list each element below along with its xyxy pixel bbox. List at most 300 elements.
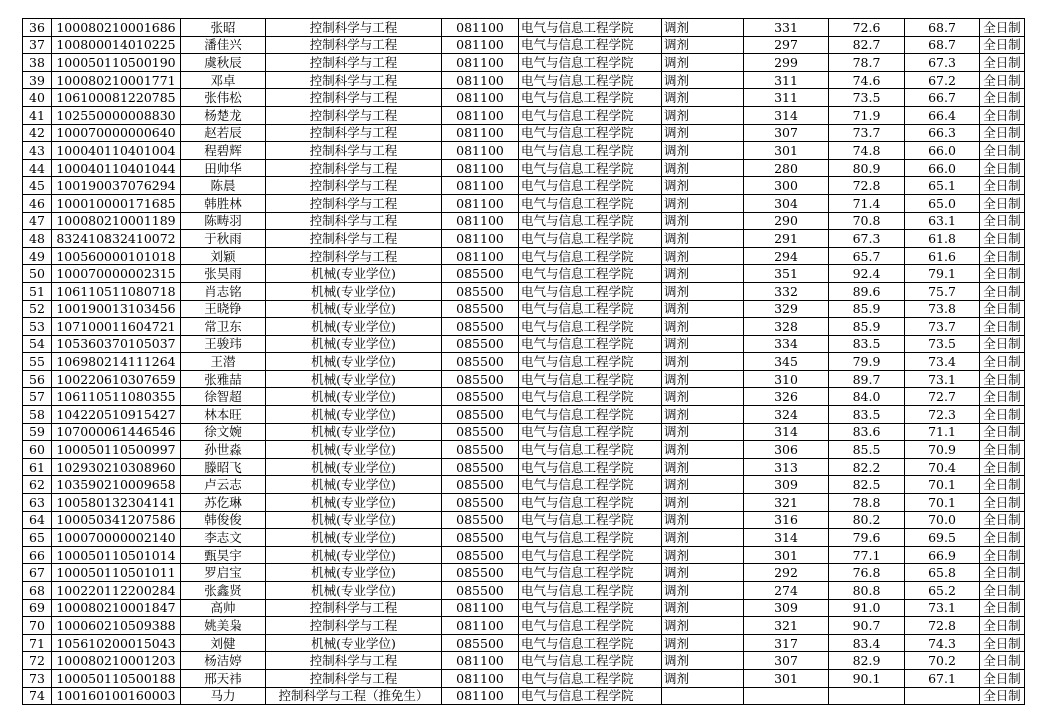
cell-study-mode: 全日制: [980, 194, 1025, 212]
cell-admission-type: 调剂: [662, 652, 744, 670]
cell-prelim-score: 307: [744, 124, 829, 142]
cell-college: 电气与信息工程学院: [519, 212, 662, 230]
cell-major: 机械(专业学位): [266, 441, 442, 459]
cell-seq-no: 66: [23, 546, 52, 564]
cell-major-code: 085500: [442, 370, 519, 388]
cell-major-code: 085500: [442, 318, 519, 336]
cell-exam-id: 100070000002315: [52, 265, 181, 283]
cell-study-mode: 全日制: [980, 529, 1025, 547]
cell-name: 王潜: [181, 353, 266, 371]
cell-name: 徐文婉: [181, 423, 266, 441]
cell-study-mode: 全日制: [980, 54, 1025, 72]
cell-total-score: 69.5: [905, 529, 980, 547]
cell-prelim-score: 304: [744, 194, 829, 212]
cell-study-mode: 全日制: [980, 300, 1025, 318]
cell-exam-id: 100050110501011: [52, 564, 181, 582]
cell-study-mode: 全日制: [980, 511, 1025, 529]
cell-major: 控制科学与工程: [266, 89, 442, 107]
table-row: [23, 599, 1025, 617]
cell-admission-type: 调剂: [662, 300, 744, 318]
cell-major: 机械(专业学位): [266, 335, 442, 353]
cell-college: 电气与信息工程学院: [519, 599, 662, 617]
cell-total-score: 68.7: [905, 36, 980, 54]
cell-major-code: 081100: [442, 54, 519, 72]
cell-retest-score: 80.8: [829, 582, 905, 600]
cell-college: 电气与信息工程学院: [519, 353, 662, 371]
cell-college: 电气与信息工程学院: [519, 634, 662, 652]
cell-name: 马力: [181, 687, 266, 705]
cell-total-score: 73.4: [905, 353, 980, 371]
cell-exam-id: 100800014010225: [52, 36, 181, 54]
cell-retest-score: [829, 687, 905, 705]
cell-exam-id: 105610200015043: [52, 634, 181, 652]
cell-admission-type: 调剂: [662, 476, 744, 494]
cell-total-score: 65.2: [905, 582, 980, 600]
cell-seq-no: 53: [23, 318, 52, 336]
cell-retest-score: 90.7: [829, 617, 905, 635]
cell-name: 邢天祎: [181, 669, 266, 687]
cell-seq-no: 61: [23, 458, 52, 476]
cell-total-score: 70.9: [905, 441, 980, 459]
cell-admission-type: 调剂: [662, 634, 744, 652]
cell-name: 苏仡琳: [181, 494, 266, 512]
cell-study-mode: 全日制: [980, 423, 1025, 441]
cell-exam-id: 100060210509388: [52, 617, 181, 635]
cell-major-code: 081100: [442, 194, 519, 212]
cell-name: 高帅: [181, 599, 266, 617]
cell-college: 电气与信息工程学院: [519, 247, 662, 265]
cell-major-code: 085500: [442, 300, 519, 318]
cell-prelim-score: 324: [744, 406, 829, 424]
cell-retest-score: 74.8: [829, 142, 905, 160]
cell-retest-score: 70.8: [829, 212, 905, 230]
cell-total-score: 66.0: [905, 159, 980, 177]
cell-college: 电气与信息工程学院: [519, 335, 662, 353]
cell-major-code: 081100: [442, 247, 519, 265]
cell-major: 机械(专业学位): [266, 529, 442, 547]
cell-major: 机械(专业学位): [266, 546, 442, 564]
cell-name: 王晓铮: [181, 300, 266, 318]
cell-exam-id: 106110511080355: [52, 388, 181, 406]
cell-major-code: 085500: [442, 406, 519, 424]
cell-major: 机械(专业学位): [266, 406, 442, 424]
cell-admission-type: 调剂: [662, 159, 744, 177]
cell-major-code: 081100: [442, 71, 519, 89]
table-row: [23, 546, 1025, 564]
cell-study-mode: 全日制: [980, 318, 1025, 336]
cell-major-code: 085500: [442, 441, 519, 459]
cell-exam-id: 100190013103456: [52, 300, 181, 318]
cell-major-code: 085500: [442, 546, 519, 564]
cell-prelim-score: 345: [744, 353, 829, 371]
cell-college: 电气与信息工程学院: [519, 265, 662, 283]
cell-admission-type: 调剂: [662, 511, 744, 529]
cell-admission-type: 调剂: [662, 106, 744, 124]
cell-name: 潘佳兴: [181, 36, 266, 54]
cell-major: 机械(专业学位): [266, 582, 442, 600]
cell-major: 机械(专业学位): [266, 388, 442, 406]
table-row: [23, 300, 1025, 318]
table-row: [23, 476, 1025, 494]
cell-admission-type: 调剂: [662, 212, 744, 230]
cell-college: 电气与信息工程学院: [519, 546, 662, 564]
cell-major-code: 081100: [442, 36, 519, 54]
table-row: [23, 582, 1025, 600]
cell-admission-type: 调剂: [662, 247, 744, 265]
cell-exam-id: 100080210001686: [52, 19, 181, 37]
cell-retest-score: 82.7: [829, 36, 905, 54]
cell-study-mode: 全日制: [980, 458, 1025, 476]
cell-seq-no: 56: [23, 370, 52, 388]
cell-major: 控制科学与工程: [266, 230, 442, 248]
table-row: [23, 89, 1025, 107]
cell-total-score: 73.1: [905, 370, 980, 388]
cell-prelim-score: 294: [744, 247, 829, 265]
cell-college: 电气与信息工程学院: [519, 406, 662, 424]
cell-seq-no: 37: [23, 36, 52, 54]
cell-prelim-score: 321: [744, 617, 829, 635]
cell-total-score: 66.4: [905, 106, 980, 124]
cell-retest-score: 84.0: [829, 388, 905, 406]
table-row: [23, 353, 1025, 371]
cell-admission-type: 调剂: [662, 458, 744, 476]
cell-major: 控制科学与工程: [266, 106, 442, 124]
cell-retest-score: 65.7: [829, 247, 905, 265]
cell-seq-no: 46: [23, 194, 52, 212]
cell-major-code: 081100: [442, 19, 519, 37]
cell-total-score: [905, 687, 980, 705]
cell-total-score: 70.1: [905, 476, 980, 494]
table-row: [23, 406, 1025, 424]
cell-seq-no: 44: [23, 159, 52, 177]
cell-seq-no: 72: [23, 652, 52, 670]
table-row: [23, 318, 1025, 336]
cell-name: 张伟松: [181, 89, 266, 107]
admission-list-table: [22, 18, 1025, 705]
cell-retest-score: 79.6: [829, 529, 905, 547]
cell-exam-id: 100580132304141: [52, 494, 181, 512]
table-row: [23, 458, 1025, 476]
cell-admission-type: 调剂: [662, 177, 744, 195]
cell-name: 邓卓: [181, 71, 266, 89]
cell-exam-id: 100220112200284: [52, 582, 181, 600]
cell-major: 控制科学与工程: [266, 36, 442, 54]
cell-exam-id: 100080210001189: [52, 212, 181, 230]
cell-name: 李志文: [181, 529, 266, 547]
cell-major: 控制科学与工程: [266, 142, 442, 160]
cell-exam-id: 107000061446546: [52, 423, 181, 441]
cell-major: 控制科学与工程: [266, 617, 442, 635]
cell-retest-score: 85.9: [829, 318, 905, 336]
cell-retest-score: 90.1: [829, 669, 905, 687]
cell-college: 电气与信息工程学院: [519, 194, 662, 212]
table-row: [23, 106, 1025, 124]
cell-name: 程碧辉: [181, 142, 266, 160]
cell-seq-no: 49: [23, 247, 52, 265]
table-row: [23, 36, 1025, 54]
cell-study-mode: 全日制: [980, 494, 1025, 512]
cell-total-score: 72.3: [905, 406, 980, 424]
cell-study-mode: 全日制: [980, 106, 1025, 124]
cell-prelim-score: 306: [744, 441, 829, 459]
cell-prelim-score: 310: [744, 370, 829, 388]
cell-prelim-score: 309: [744, 476, 829, 494]
cell-study-mode: 全日制: [980, 19, 1025, 37]
cell-prelim-score: 297: [744, 36, 829, 54]
cell-exam-id: 100080210001847: [52, 599, 181, 617]
cell-major-code: 085500: [442, 388, 519, 406]
cell-total-score: 73.7: [905, 318, 980, 336]
cell-exam-id: 100050110501014: [52, 546, 181, 564]
cell-major: 控制科学与工程: [266, 19, 442, 37]
cell-major: 控制科学与工程: [266, 177, 442, 195]
cell-name: 常卫东: [181, 318, 266, 336]
cell-college: 电气与信息工程学院: [519, 300, 662, 318]
table-row: [23, 177, 1025, 195]
cell-admission-type: 调剂: [662, 142, 744, 160]
cell-seq-no: 73: [23, 669, 52, 687]
cell-study-mode: 全日制: [980, 36, 1025, 54]
cell-study-mode: 全日制: [980, 652, 1025, 670]
cell-major: 机械(专业学位): [266, 511, 442, 529]
cell-major-code: 085500: [442, 353, 519, 371]
cell-college: 电气与信息工程学院: [519, 476, 662, 494]
cell-admission-type: 调剂: [662, 282, 744, 300]
cell-prelim-score: 317: [744, 634, 829, 652]
cell-seq-no: 58: [23, 406, 52, 424]
table-row: [23, 194, 1025, 212]
cell-total-score: 67.1: [905, 669, 980, 687]
cell-seq-no: 51: [23, 282, 52, 300]
cell-admission-type: 调剂: [662, 529, 744, 547]
cell-name: 卢云志: [181, 476, 266, 494]
cell-admission-type: 调剂: [662, 124, 744, 142]
cell-study-mode: 全日制: [980, 634, 1025, 652]
cell-name: 孙世淼: [181, 441, 266, 459]
cell-college: 电气与信息工程学院: [519, 458, 662, 476]
table-row: [23, 423, 1025, 441]
cell-seq-no: 54: [23, 335, 52, 353]
cell-seq-no: 63: [23, 494, 52, 512]
cell-prelim-score: 309: [744, 599, 829, 617]
cell-retest-score: 79.9: [829, 353, 905, 371]
cell-major-code: 085500: [442, 564, 519, 582]
cell-study-mode: 全日制: [980, 441, 1025, 459]
cell-study-mode: 全日制: [980, 582, 1025, 600]
cell-retest-score: 91.0: [829, 599, 905, 617]
cell-seq-no: 65: [23, 529, 52, 547]
cell-prelim-score: 332: [744, 282, 829, 300]
cell-major-code: 081100: [442, 599, 519, 617]
cell-name: 陈畴羽: [181, 212, 266, 230]
cell-total-score: 70.4: [905, 458, 980, 476]
cell-seq-no: 48: [23, 230, 52, 248]
table-row: [23, 388, 1025, 406]
cell-total-score: 67.3: [905, 54, 980, 72]
cell-total-score: 72.7: [905, 388, 980, 406]
cell-name: 田帅华: [181, 159, 266, 177]
cell-major-code: 085500: [442, 582, 519, 600]
cell-major-code: 081100: [442, 142, 519, 160]
cell-college: 电气与信息工程学院: [519, 370, 662, 388]
cell-prelim-score: 314: [744, 529, 829, 547]
cell-seq-no: 42: [23, 124, 52, 142]
cell-exam-id: 832410832410072: [52, 230, 181, 248]
cell-admission-type: 调剂: [662, 230, 744, 248]
cell-seq-no: 68: [23, 582, 52, 600]
cell-admission-type: 调剂: [662, 546, 744, 564]
cell-name: 刘健: [181, 634, 266, 652]
cell-admission-type: 调剂: [662, 89, 744, 107]
cell-study-mode: 全日制: [980, 282, 1025, 300]
cell-prelim-score: 351: [744, 265, 829, 283]
cell-retest-score: 77.1: [829, 546, 905, 564]
cell-exam-id: 100560000101018: [52, 247, 181, 265]
cell-admission-type: 调剂: [662, 353, 744, 371]
cell-total-score: 65.1: [905, 177, 980, 195]
cell-study-mode: 全日制: [980, 564, 1025, 582]
cell-exam-id: 106100081220785: [52, 89, 181, 107]
cell-major: 机械(专业学位): [266, 494, 442, 512]
cell-study-mode: 全日制: [980, 247, 1025, 265]
cell-retest-score: 89.6: [829, 282, 905, 300]
cell-prelim-score: 291: [744, 230, 829, 248]
cell-prelim-score: 301: [744, 669, 829, 687]
cell-prelim-score: 307: [744, 652, 829, 670]
cell-retest-score: 78.8: [829, 494, 905, 512]
cell-study-mode: 全日制: [980, 353, 1025, 371]
cell-seq-no: 38: [23, 54, 52, 72]
cell-retest-score: 85.5: [829, 441, 905, 459]
cell-name: 张雅喆: [181, 370, 266, 388]
cell-college: 电气与信息工程学院: [519, 669, 662, 687]
cell-major: 机械(专业学位): [266, 476, 442, 494]
cell-study-mode: 全日制: [980, 687, 1025, 705]
cell-exam-id: 100040110401044: [52, 159, 181, 177]
cell-exam-id: 106980214111264: [52, 353, 181, 371]
cell-exam-id: 104220510915427: [52, 406, 181, 424]
table-row: [23, 617, 1025, 635]
cell-college: 电气与信息工程学院: [519, 529, 662, 547]
cell-college: 电气与信息工程学院: [519, 494, 662, 512]
cell-prelim-score: 316: [744, 511, 829, 529]
cell-college: 电气与信息工程学院: [519, 71, 662, 89]
cell-retest-score: 89.7: [829, 370, 905, 388]
cell-major-code: 081100: [442, 89, 519, 107]
cell-college: 电气与信息工程学院: [519, 36, 662, 54]
cell-admission-type: 调剂: [662, 599, 744, 617]
cell-college: 电气与信息工程学院: [519, 423, 662, 441]
cell-major-code: 081100: [442, 652, 519, 670]
cell-name: 肖志铭: [181, 282, 266, 300]
cell-seq-no: 47: [23, 212, 52, 230]
cell-major: 机械(专业学位): [266, 300, 442, 318]
cell-seq-no: 62: [23, 476, 52, 494]
cell-major: 机械(专业学位): [266, 318, 442, 336]
cell-name: 杨楚龙: [181, 106, 266, 124]
cell-major: 机械(专业学位): [266, 634, 442, 652]
cell-exam-id: 100050110500997: [52, 441, 181, 459]
cell-retest-score: 71.9: [829, 106, 905, 124]
cell-name: 徐智超: [181, 388, 266, 406]
cell-name: 韩俊俊: [181, 511, 266, 529]
cell-exam-id: 100080210001203: [52, 652, 181, 670]
cell-total-score: 65.8: [905, 564, 980, 582]
cell-college: 电气与信息工程学院: [519, 159, 662, 177]
cell-exam-id: 100160100160003: [52, 687, 181, 705]
cell-major: 控制科学与工程: [266, 71, 442, 89]
cell-prelim-score: 290: [744, 212, 829, 230]
table-row: [23, 335, 1025, 353]
cell-major: 控制科学与工程: [266, 247, 442, 265]
table-row: [23, 54, 1025, 72]
cell-admission-type: [662, 687, 744, 705]
cell-admission-type: 调剂: [662, 194, 744, 212]
cell-exam-id: 100040110401004: [52, 142, 181, 160]
cell-major: 控制科学与工程: [266, 194, 442, 212]
cell-major-code: 085500: [442, 529, 519, 547]
cell-college: 电气与信息工程学院: [519, 142, 662, 160]
cell-name: 韩胜林: [181, 194, 266, 212]
cell-seq-no: 36: [23, 19, 52, 37]
cell-name: 张昭: [181, 19, 266, 37]
cell-prelim-score: 326: [744, 388, 829, 406]
cell-admission-type: 调剂: [662, 617, 744, 635]
cell-prelim-score: 292: [744, 564, 829, 582]
cell-prelim-score: 300: [744, 177, 829, 195]
cell-total-score: 65.0: [905, 194, 980, 212]
cell-retest-score: 72.6: [829, 19, 905, 37]
cell-college: 电气与信息工程学院: [519, 89, 662, 107]
table-row: [23, 564, 1025, 582]
cell-study-mode: 全日制: [980, 546, 1025, 564]
cell-seq-no: 67: [23, 564, 52, 582]
cell-prelim-score: 334: [744, 335, 829, 353]
cell-seq-no: 55: [23, 353, 52, 371]
cell-major-code: 085500: [442, 494, 519, 512]
cell-study-mode: 全日制: [980, 669, 1025, 687]
cell-retest-score: 83.5: [829, 406, 905, 424]
cell-major: 机械(专业学位): [266, 423, 442, 441]
cell-study-mode: 全日制: [980, 159, 1025, 177]
cell-exam-id: 106110511080718: [52, 282, 181, 300]
cell-seq-no: 52: [23, 300, 52, 318]
cell-retest-score: 76.8: [829, 564, 905, 582]
cell-prelim-score: 313: [744, 458, 829, 476]
cell-retest-score: 74.6: [829, 71, 905, 89]
cell-admission-type: 调剂: [662, 494, 744, 512]
cell-retest-score: 67.3: [829, 230, 905, 248]
table-row: [23, 370, 1025, 388]
cell-college: 电气与信息工程学院: [519, 564, 662, 582]
cell-study-mode: 全日制: [980, 142, 1025, 160]
cell-total-score: 70.2: [905, 652, 980, 670]
cell-name: 刘颖: [181, 247, 266, 265]
cell-name: 陈晨: [181, 177, 266, 195]
cell-major: 控制科学与工程: [266, 599, 442, 617]
cell-total-score: 74.3: [905, 634, 980, 652]
cell-total-score: 66.7: [905, 89, 980, 107]
cell-college: 电气与信息工程学院: [519, 177, 662, 195]
cell-study-mode: 全日制: [980, 230, 1025, 248]
cell-major-code: 081100: [442, 177, 519, 195]
cell-exam-id: 100080210001771: [52, 71, 181, 89]
table-row: [23, 652, 1025, 670]
cell-admission-type: 调剂: [662, 441, 744, 459]
cell-total-score: 63.1: [905, 212, 980, 230]
cell-major: 机械(专业学位): [266, 564, 442, 582]
cell-seq-no: 57: [23, 388, 52, 406]
